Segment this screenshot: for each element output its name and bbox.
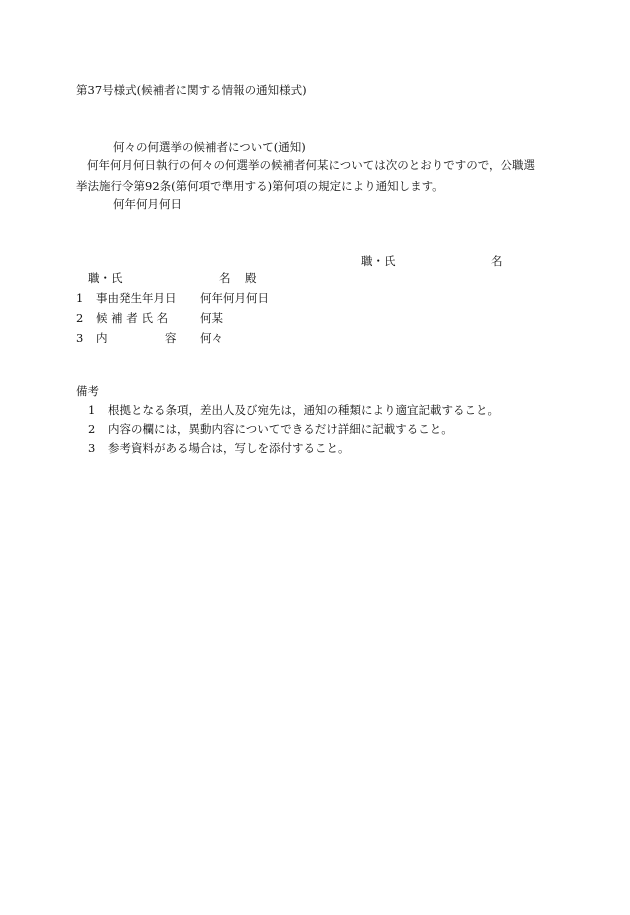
recipient-name-label: 名 — [219, 271, 231, 285]
sender-name-label: 名 — [491, 254, 503, 268]
notice-heading: 何々の何選挙の候補者について(通知) — [113, 140, 306, 154]
remark-number: 3 — [88, 441, 96, 455]
remarks-heading: 備考 — [76, 384, 99, 398]
item-label-first: 内 — [96, 331, 108, 345]
remark-number: 1 — [88, 403, 96, 417]
item-value: 何年何月何日 — [200, 291, 269, 305]
remark-text: 参考資料がある場合は，写しを添付すること。 — [108, 441, 350, 455]
remark-text: 内容の欄には，異動内容についてできるだけ詳細に記載すること。 — [108, 422, 453, 436]
item-value: 何某 — [200, 311, 223, 325]
item-number: 1 — [76, 291, 84, 305]
notice-body — [76, 155, 560, 197]
sender-title-label: 職・氏 — [361, 254, 396, 268]
recipient-honorific: 殿 — [245, 271, 257, 285]
item-number: 3 — [76, 331, 84, 345]
item-label: 事由発生年月日 — [96, 291, 177, 305]
notice-date: 何年何月何日 — [113, 197, 182, 211]
remark-text: 根拠となる条項，差出人及び宛先は，通知の種類により適宜記載すること。 — [108, 403, 499, 417]
form-title: 第37号様式(候補者に関する情報の通知様式) — [76, 83, 307, 97]
recipient-title-label: 職・氏 — [88, 271, 123, 285]
item-number: 2 — [76, 311, 84, 325]
item-value: 何々 — [200, 331, 223, 345]
item-label-second: 容 — [165, 331, 177, 345]
notice-body-line-2: 挙法施行令第92条(第何項で準用する)第何項の規定により通知します。 — [76, 179, 444, 193]
remark-number: 2 — [88, 422, 96, 436]
notice-body-line-1: 何年何月何日執行の何々の何選挙の候補者何某については次のとおりですので，公職選 — [87, 158, 536, 172]
item-label: 候 補 者 氏 名 — [96, 311, 169, 325]
